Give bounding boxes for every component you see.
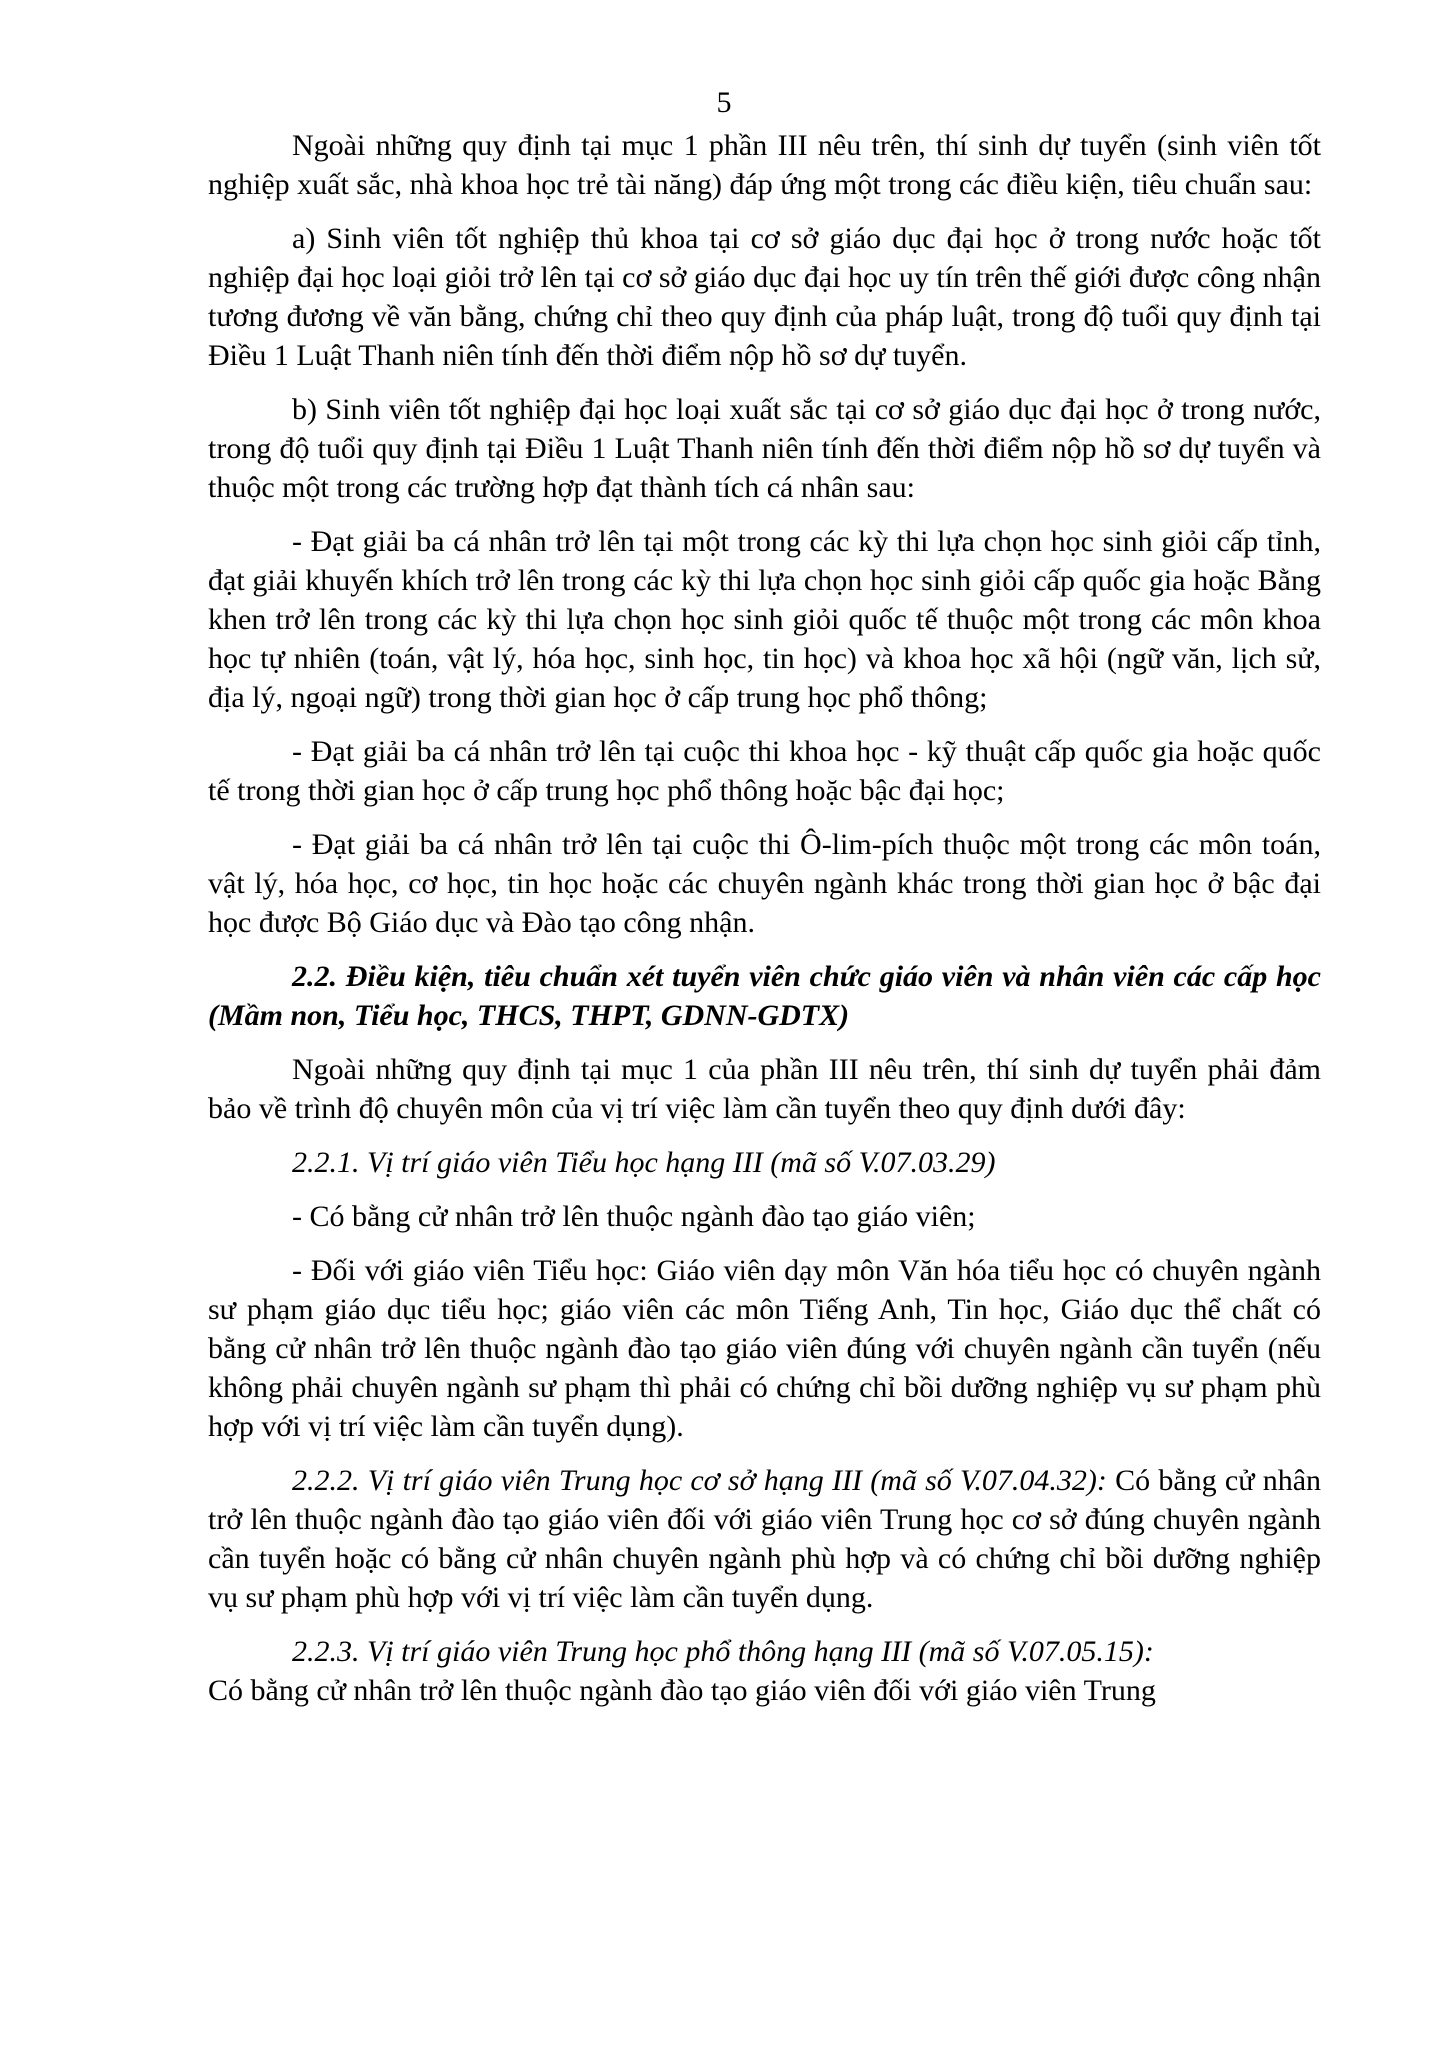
section-heading-2-2: 2.2. Điều kiện, tiêu chuẩn xét tuyển viên chức giáo viên và nhân viên các cấp học (Mầm non, Tiểu học, THCS, THPT, GDNN-GDTX): [208, 960, 1321, 1032]
paragraph-bullet-provincial-prize: - Đạt giải ba cá nhân trở lên tại một trong các kỳ thi lựa chọn học sinh giỏi cấp tỉnh, đạt giải khuyến khích trở lên trong các kỳ thi lựa chọn học sinh giỏi cấp quốc gia hoặc Bằng khen trở lên trong các kỳ thi lựa chọn học sinh giỏi quốc tế thuộc một trong các môn khoa học tự nhiên (toán, vật lý, hóa học, sinh học, tin học) và khoa học xã hội (ngữ văn, lịch sử, địa lý, ngoại ngữ) trong thời gian học ở cấp trung học phổ thông;: [208, 525, 1321, 714]
paragraph-primary-teacher: - Đối với giáo viên Tiểu học: Giáo viên dạy môn Văn hóa tiểu học có chuyên ngành sư phạm giáo dục tiểu học; giáo viên các môn Tiếng Anh, Tin học, Giáo dục thể chất có bằng cử nhân trở lên thuộc ngành đào tạo giáo viên đúng với chuyên ngành cần tuyển (nếu không phải chuyên ngành sư phạm thì phải có chứng chỉ bồi dưỡng nghiệp vụ sư phạm phù hợp với vị trí việc làm cần tuyển dụng).: [208, 1254, 1321, 1443]
subheading-2-2-1: 2.2.1. Vị trí giáo viên Tiểu học hạng III (mã số V.07.03.29): [292, 1146, 996, 1179]
paragraph-section-2-2-intro: Ngoài những quy định tại mục 1 của phần III nêu trên, thí sinh dự tuyển phải đảm bảo về trình độ chuyên môn của vị trí việc làm cần tuyển theo quy định dưới đây:: [208, 1053, 1321, 1125]
page-number: 5: [716, 86, 732, 119]
paragraph-2-2-3-text: Có bằng cử nhân trở lên thuộc ngành đào tạo giáo viên đối với giáo viên Trung: [208, 1674, 1156, 1707]
subheading-2-2-2: 2.2.2. Vị trí giáo viên Trung học cơ sở hạng III (mã số V.07.04.32):: [292, 1464, 1107, 1497]
paragraph-2-2-2-text: Có bằng cử nhân trở lên thuộc ngành đào tạo giáo viên đối với giáo viên Trung học cơ sở đúng chuyên ngành cần tuyển hoặc có bằng cử nhân chuyên ngành phù hợp và có chứng chỉ bồi dưỡng nghiệp vụ sư phạm phù hợp với vị trí việc làm cần tuyển dụng.: [208, 1464, 1322, 1614]
subheading-2-2-3: 2.2.3. Vị trí giáo viên Trung học phổ thông hạng III (mã số V.07.05.15):: [292, 1635, 1154, 1668]
paragraph-bullet-science-contest: - Đạt giải ba cá nhân trở lên tại cuộc thi khoa học - kỹ thuật cấp quốc gia hoặc quốc tế trong thời gian học ở cấp trung học phổ thông hoặc bậc đại học;: [208, 735, 1321, 807]
paragraph-intro: Ngoài những quy định tại mục 1 phần III nêu trên, thí sinh dự tuyển (sinh viên tốt nghiệp xuất sắc, nhà khoa học trẻ tài năng) đáp ứng một trong các điều kiện, tiêu chuẩn sau:: [208, 129, 1321, 201]
paragraph-condition-b: b) Sinh viên tốt nghiệp đại học loại xuất sắc tại cơ sở giáo dục đại học ở trong nước, trong độ tuổi quy định tại Điều 1 Luật Thanh niên tính đến thời điểm nộp hồ sơ dự tuyển và thuộc một trong các trường hợp đạt thành tích cá nhân sau:: [208, 393, 1321, 504]
paragraph-condition-a: a) Sinh viên tốt nghiệp thủ khoa tại cơ sở giáo dục đại học ở trong nước hoặc tốt nghiệp đại học loại giỏi trở lên tại cơ sở giáo dục đại học uy tín trên thế giới được công nhận tương đương về văn bằng, chứng chỉ theo quy định của pháp luật, trong độ tuổi quy định tại Điều 1 Luật Thanh niên tính đến thời điểm nộp hồ sơ dự tuyển.: [208, 222, 1321, 372]
paragraph-2-2-2: [208, 1461, 1321, 1617]
paragraph-bachelor-requirement: - Có bằng cử nhân trở lên thuộc ngành đào tạo giáo viên;: [292, 1200, 976, 1233]
paragraph-2-2-3: [208, 1632, 1321, 1710]
paragraph-bullet-olympiad: - Đạt giải ba cá nhân trở lên tại cuộc thi Ô-lim-pích thuộc một trong các môn toán, vật lý, hóa học, cơ học, tin học hoặc các chuyên ngành khác trong thời gian học ở bậc đại học được Bộ Giáo dục và Đào tạo công nhận.: [208, 828, 1321, 939]
document-body: [208, 126, 1321, 1710]
